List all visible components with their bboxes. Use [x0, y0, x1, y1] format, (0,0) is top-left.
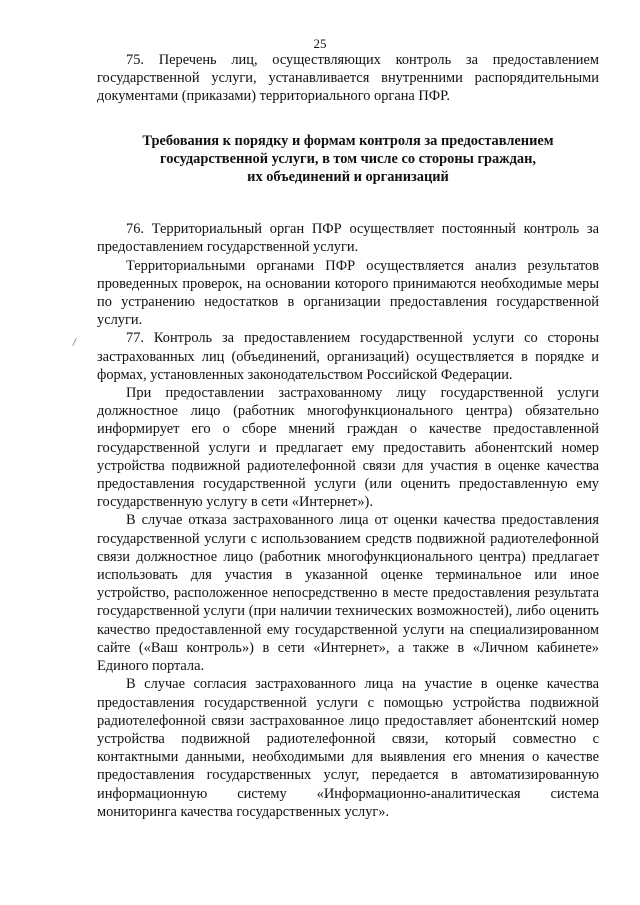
margin-pen-mark [72, 338, 76, 346]
document-body [97, 51, 599, 821]
section-title [97, 132, 599, 187]
section-title-line-1: Требования к порядку и формам контроля за предоставлением [142, 132, 554, 149]
paragraph-analysis: Территориальными органами ПФР осуществляется анализ результатов проведенных проверок, на основании которого принимаются необходимые меры по устранению недостатков в организации предоставления государственной услуги. [97, 257, 599, 329]
paragraph-76: 76. Территориальный орган ПФР осуществляет постоянный контроль за предоставлением государственной услуги. [97, 221, 599, 256]
section-title-line-3: их объединений и организаций [247, 169, 449, 186]
paragraph-consent: В случае согласия застрахованного лица на участие в оценке качества предоставления государственной услуги с помощью устройства подвижной радиотелефонной связи застрахованное лицо предоставляет абонентский номер устройства подвижной радиотелефонной связи, который совместно с контактными данными, необходимыми для выявления его мнения о качестве предоставления государственных услуг, передается в автоматизированную информационную систему «Информационно-аналитическая система мониторинга качества государственных услуг». [97, 676, 599, 820]
paragraph-75: 75. Перечень лиц, осуществляющих контроль за предоставлением государственной услуги, устанавливается внутренними распорядительными документами (приказами) территориального органа ПФР. [97, 52, 599, 105]
paragraph-informing: При предоставлении застрахованному лицу государственной услуги должностное лицо (работник многофункционального центра) обязательно информирует его о сборе мнений граждан о качестве предоставленной государственной услуги и предлагает ему предоставить абонентский номер устройства подвижной радиотелефонной связи для участия в оценке качества предоставления государственной услуги (или оценить предоставленную ему государственную услугу в сети «Интернет»). [97, 385, 599, 511]
section-title-line-2: государственной услуги, в том числе со стороны граждан, [160, 150, 536, 167]
paragraph-refusal: В случае отказа застрахованного лица от оценки качества предоставления государственной услуги с использованием средств подвижной радиотелефонной связи должностное лицо (работник многофункционального центра) предлагает использовать для участия в указанной оценке терминальное или иное устройство, расположенное непосредственно в месте предоставления результата государственной услуги (при наличии технических возможностей), либо оценить качество предоставленной ему государственной услуги на специализированном сайте («Ваш контроль») в сети «Интернет», а также в «Личном кабинете» Единого портала. [97, 512, 599, 675]
page-number: 25 [313, 36, 327, 51]
paragraph-77: 77. Контроль за предоставлением государственной услуги со стороны застрахованных лиц (объединений, организаций) осуществляется в порядке и формах, установленных законодательством Российской Федерации. [97, 330, 599, 383]
